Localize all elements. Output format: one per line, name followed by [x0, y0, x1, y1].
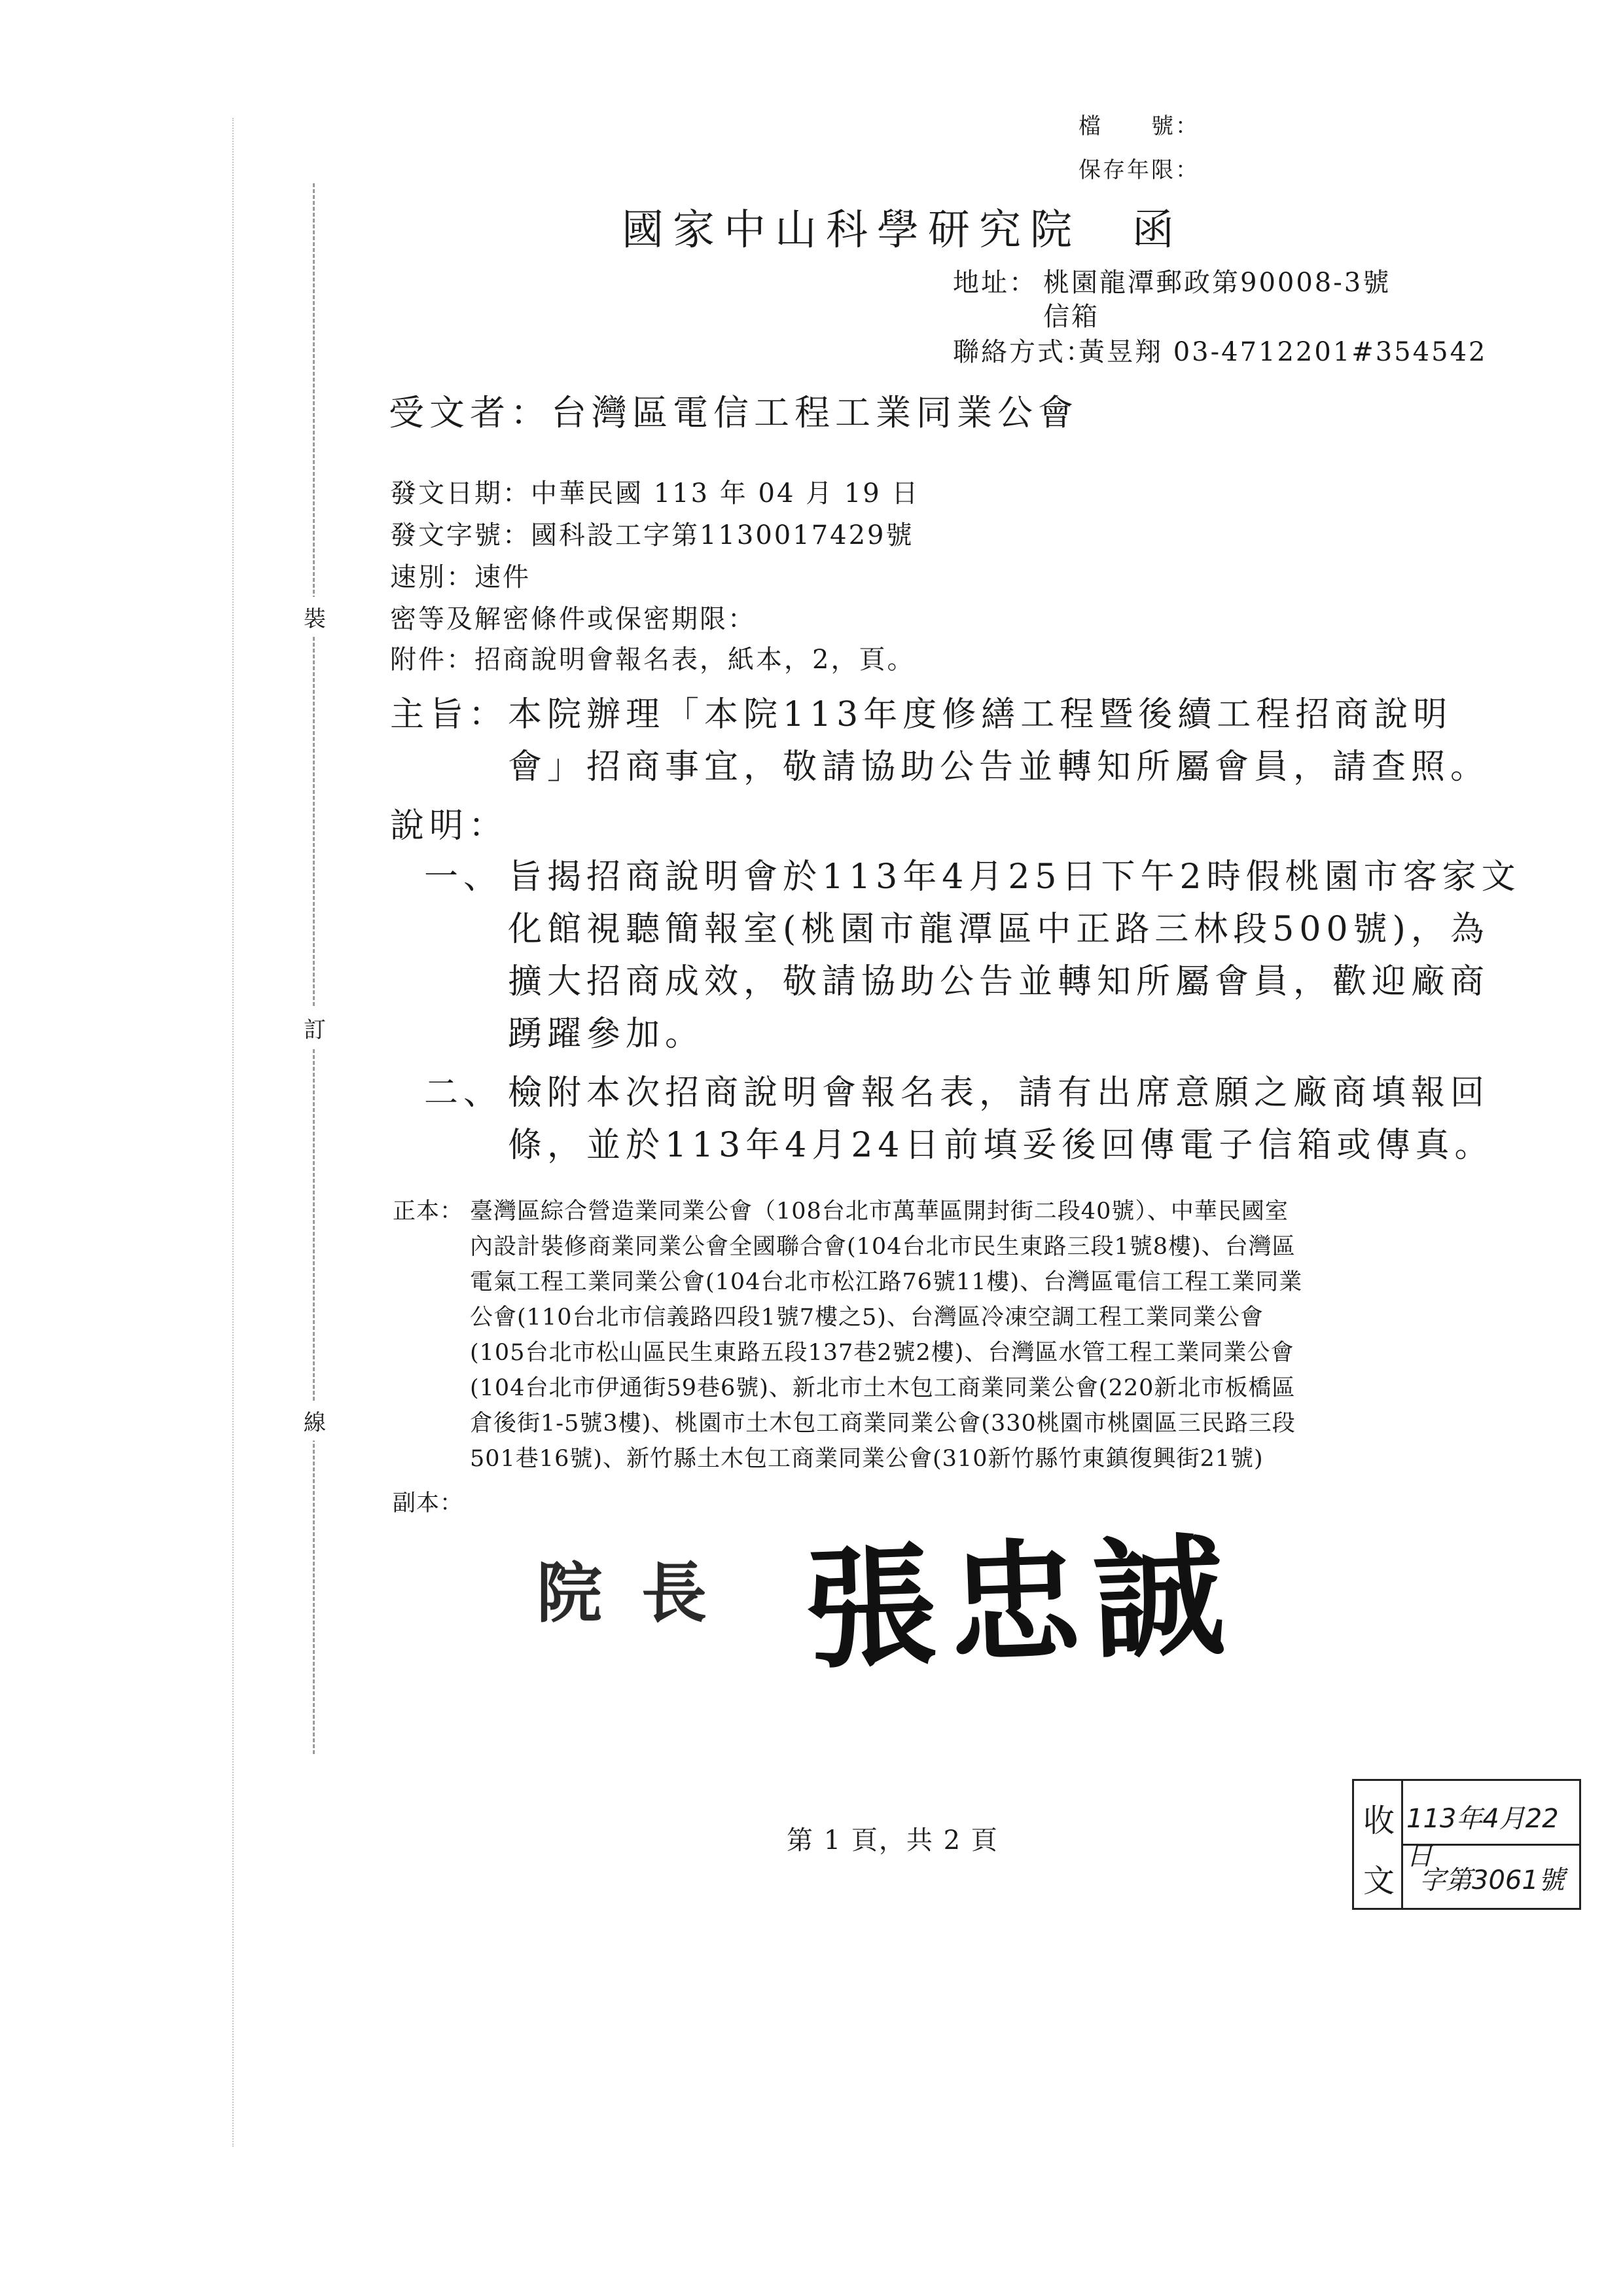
attachment: 附件：招商說明會報名表，紙本，2，頁。	[390, 645, 916, 675]
subject-line-1: 本院辦理「本院113年度修繕工程暨後續工程招商說明	[508, 695, 1453, 734]
page-number: 第 1 頁，共 2 頁	[787, 1825, 999, 1856]
original-recipients-line-2: 內設計裝修商業同業公會全國聯合會(104台北市民生東路三段1號8樓)、台灣區	[470, 1234, 1296, 1260]
contact-label: 聯絡方式：	[953, 337, 1094, 367]
original-recipients-line-3: 電氣工程工業同業公會(104台北市松江路76號11樓)、台灣區電信工程工業同業	[470, 1269, 1303, 1295]
original-recipients-line-1: 臺灣區綜合營造業同業公會（108台北市萬華區開封街二段40號）、中華民國室	[470, 1198, 1289, 1225]
document-number: 發文字號：國科設工字第1130017429號	[390, 520, 914, 550]
explanation-item-2-line-2: 條，並於113年4月24日前填妥後回傳電子信箱或傳真。	[508, 1126, 1494, 1165]
stamp-received-date: 113年4月22日	[1406, 1804, 1559, 1871]
binding-line	[313, 183, 315, 1754]
stamp-label-bottom: 文	[1363, 1863, 1395, 1899]
address-label: 地址：	[953, 268, 1037, 298]
explanation-item-1-line-1: 旨揭招商說明會於113年4月25日下午2時假桃園市客家文	[508, 857, 1521, 897]
secrecy-level: 密等及解密條件或保密期限：	[390, 604, 756, 634]
subject-label: 主旨：	[390, 695, 508, 734]
file-number-label: 檔 號：	[1079, 113, 1200, 139]
original-recipients-line-8: 501巷16號)、新竹縣土木包工商業同業公會(310新竹縣竹東鎮復興街21號)	[470, 1446, 1264, 1472]
original-recipients-label: 正本：	[393, 1198, 464, 1225]
original-recipients-line-6: (104台北市伊通街59巷6號)、新北市土木包工商業同業公會(220新北市板橋區	[470, 1375, 1296, 1401]
original-recipients-line-4: 公會(110台北市信義路四段1號7樓之5)、台灣區冷凍空調工程工業同業公會	[470, 1304, 1264, 1331]
document-title: 國家中山科學研究院 函	[622, 206, 1183, 255]
stamp-received-number: 字第3061號	[1419, 1865, 1565, 1895]
stamp-label-top: 收	[1363, 1803, 1395, 1839]
receipt-stamp	[1352, 1779, 1581, 1910]
speed-class: 速別：速件	[390, 562, 531, 592]
explanation-item-2-line-1: 檢附本次招商說明會報名表，請有出席意願之廠商填報回	[508, 1073, 1490, 1113]
page-edge-line	[232, 118, 234, 2147]
retention-period-label: 保存年限：	[1079, 157, 1200, 183]
explanation-item-2-number: 二、	[424, 1073, 503, 1113]
explanation-label: 說明：	[390, 806, 508, 846]
subject-line-2: 會」招商事宜，敬請協助公告並轉知所屬會員，請查照。	[508, 747, 1490, 787]
explanation-item-1-line-2: 化館視聽簡報室(桃園市龍潭區中正路三林段500號)，為	[508, 910, 1489, 949]
explanation-item-1-line-4: 踴躍參加。	[508, 1014, 705, 1054]
address-line-1: 桃園龍潭郵政第90008-3號	[1043, 268, 1391, 298]
binding-mark-zhuang: 裝	[304, 597, 326, 637]
signatory-name-seal: 張忠誠	[802, 1518, 1240, 1688]
explanation-item-1-line-3: 擴大招商成效，敬請協助公告並轉知所屬會員，歡迎廠商	[508, 962, 1490, 1001]
recipient: 受文者：台灣區電信工程工業同業公會	[389, 392, 1079, 433]
explanation-item-1-number: 一、	[424, 857, 503, 897]
contact-value: 黃昱翔 03-4712201#354542	[1079, 337, 1488, 367]
binding-mark-xian: 線	[304, 1401, 326, 1441]
issue-date: 發文日期：中華民國 113 年 04 月 19 日	[390, 478, 920, 509]
original-recipients-line-5: (105台北市松山區民生東路五段137巷2號2樓)、台灣區水管工程工業同業公會	[470, 1340, 1294, 1366]
original-recipients-line-7: 倉後街1-5號3樓)、桃園市土木包工商業同業公會(330桃園市桃園區三民路三段	[470, 1410, 1296, 1437]
binding-mark-ding: 訂	[304, 1008, 326, 1048]
address-line-2: 信箱	[1043, 302, 1099, 332]
copy-recipients-label: 副本：	[393, 1490, 464, 1516]
signatory-title: 院長	[537, 1554, 746, 1632]
